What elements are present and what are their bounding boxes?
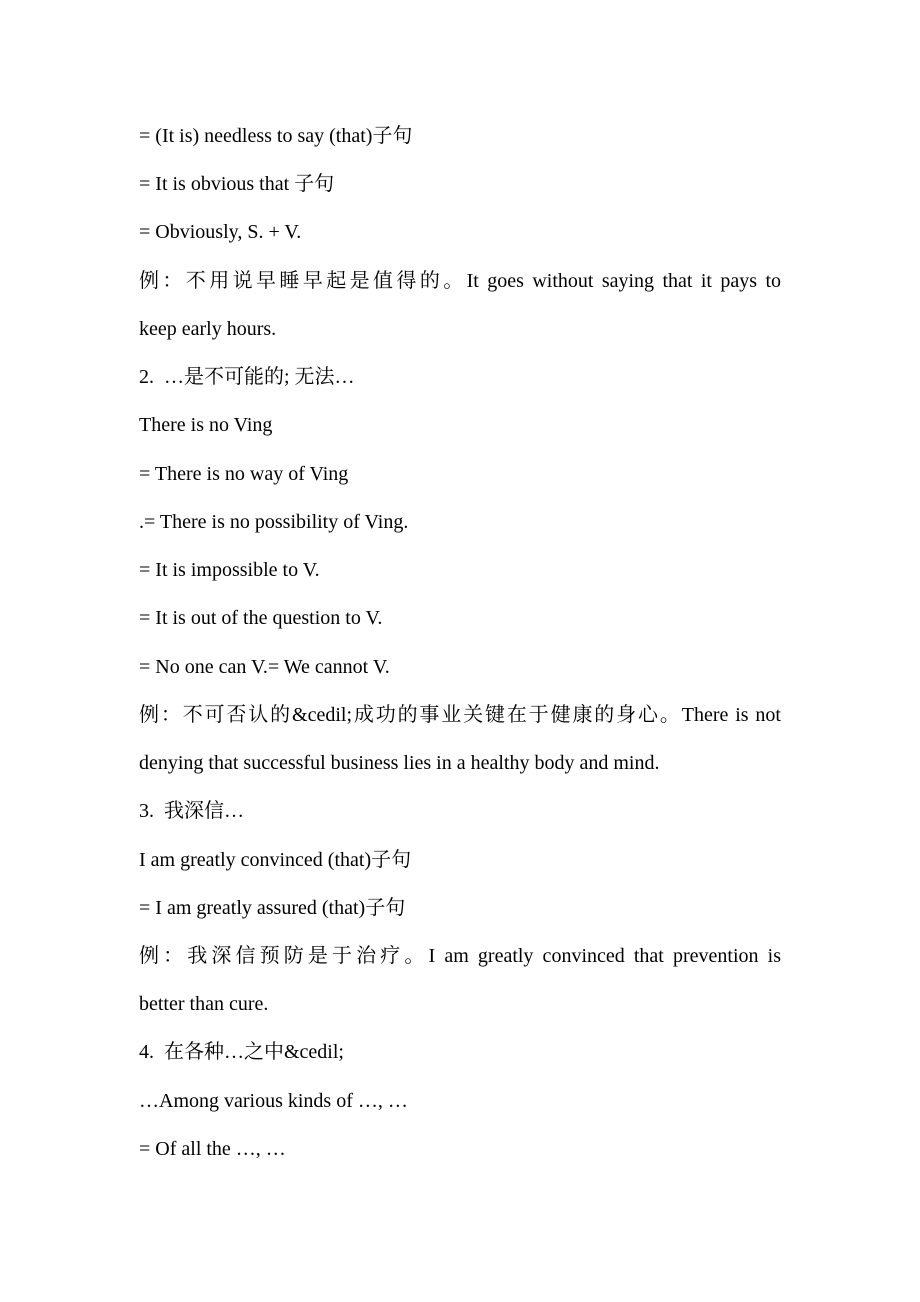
text-line: = No one can V.= We cannot V. xyxy=(139,655,390,678)
text-line: = Obviously, S. + V. xyxy=(139,221,302,244)
example-line: 例：不用说早睡早起是值得的。It goes without saying that it pays to xyxy=(139,269,781,292)
text-line: better than cure. xyxy=(139,993,269,1016)
section-heading: 2. …是不可能的; 无法… xyxy=(139,366,355,389)
text-line: .= There is no possibility of Ving. xyxy=(139,510,409,533)
document-body xyxy=(139,112,781,1173)
example-line: 例：我深信预防是于治疗。I am greatly convinced that prevention is xyxy=(139,944,781,967)
text-line: = There is no way of Ving xyxy=(139,462,349,485)
text-line: denying that successful business lies in a healthy body and mind. xyxy=(139,752,660,775)
text-line: …Among various kinds of …, … xyxy=(139,1089,408,1112)
text-line: = It is obvious that 子句 xyxy=(139,173,335,196)
text-line: There is no Ving xyxy=(139,414,273,437)
text-line: = It is out of the question to V. xyxy=(139,607,383,630)
text-line: = I am greatly assured (that)子句 xyxy=(139,896,406,919)
text-line: keep early hours. xyxy=(139,317,277,340)
text-line: = (It is) needless to say (that)子句 xyxy=(139,125,413,147)
example-line: 例：不可否认的&cedil;成功的事业关键在于健康的身心。There is not xyxy=(139,703,781,726)
section-heading: 4. 在各种…之中&cedil; xyxy=(139,1041,344,1064)
section-heading: 3. 我深信… xyxy=(139,800,244,823)
text-line: = Of all the …, … xyxy=(139,1137,286,1160)
text-line: = It is impossible to V. xyxy=(139,559,320,582)
text-line: I am greatly convinced (that)子句 xyxy=(139,848,412,871)
